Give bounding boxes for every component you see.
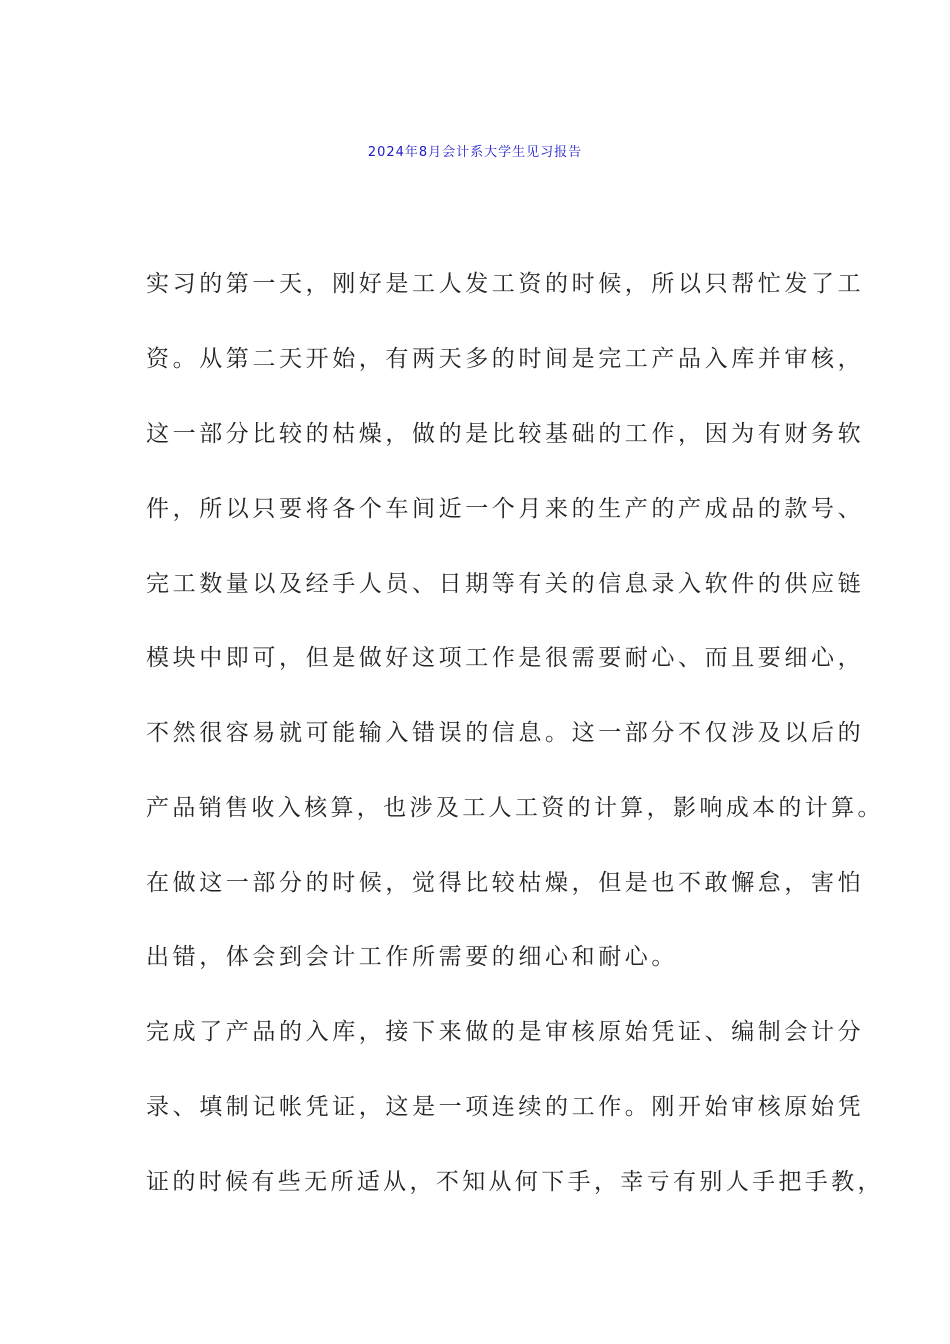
body-line: 实习的第一天，刚好是工人发工资的时候，所以只帮忙发了工 bbox=[146, 271, 865, 297]
body-line: 证的时候有些无所适从，不知从何下手，幸亏有别人手把手教， bbox=[146, 1169, 884, 1195]
body-line: 录、填制记帐凭证，这是一项连续的工作。刚开始审核原始凭 bbox=[146, 1094, 865, 1120]
document-title: 2024年8月会计系大学生见习报告 bbox=[367, 145, 583, 160]
body-line: 完成了产品的入库，接下来做的是审核原始凭证、编制会计分 bbox=[146, 1019, 865, 1045]
body-line: 完工数量以及经手人员、日期等有关的信息录入软件的供应链 bbox=[146, 571, 865, 597]
body-line: 出错，体会到会计工作所需要的细心和耐心。 bbox=[146, 944, 678, 970]
body-line: 在做这一部分的时候，觉得比较枯燥，但是也不敢懈怠，害怕 bbox=[146, 870, 865, 896]
body-line: 不然很容易就可能输入错误的信息。这一部分不仅涉及以后的 bbox=[146, 720, 865, 746]
body-line: 产品销售收入核算，也涉及工人工资的计算，影响成本的计算。 bbox=[146, 795, 884, 821]
body-line: 件，所以只要将各个车间近一个月来的生产的产成品的款号、 bbox=[146, 496, 865, 522]
body-line: 模块中即可，但是做好这项工作是很需要耐心、而且要细心， bbox=[146, 645, 865, 671]
body-line: 资。从第二天开始，有两天多的时间是完工产品入库并审核， bbox=[146, 346, 865, 372]
body-line: 这一部分比较的枯燥，做的是比较基础的工作，因为有财务软 bbox=[146, 421, 865, 447]
